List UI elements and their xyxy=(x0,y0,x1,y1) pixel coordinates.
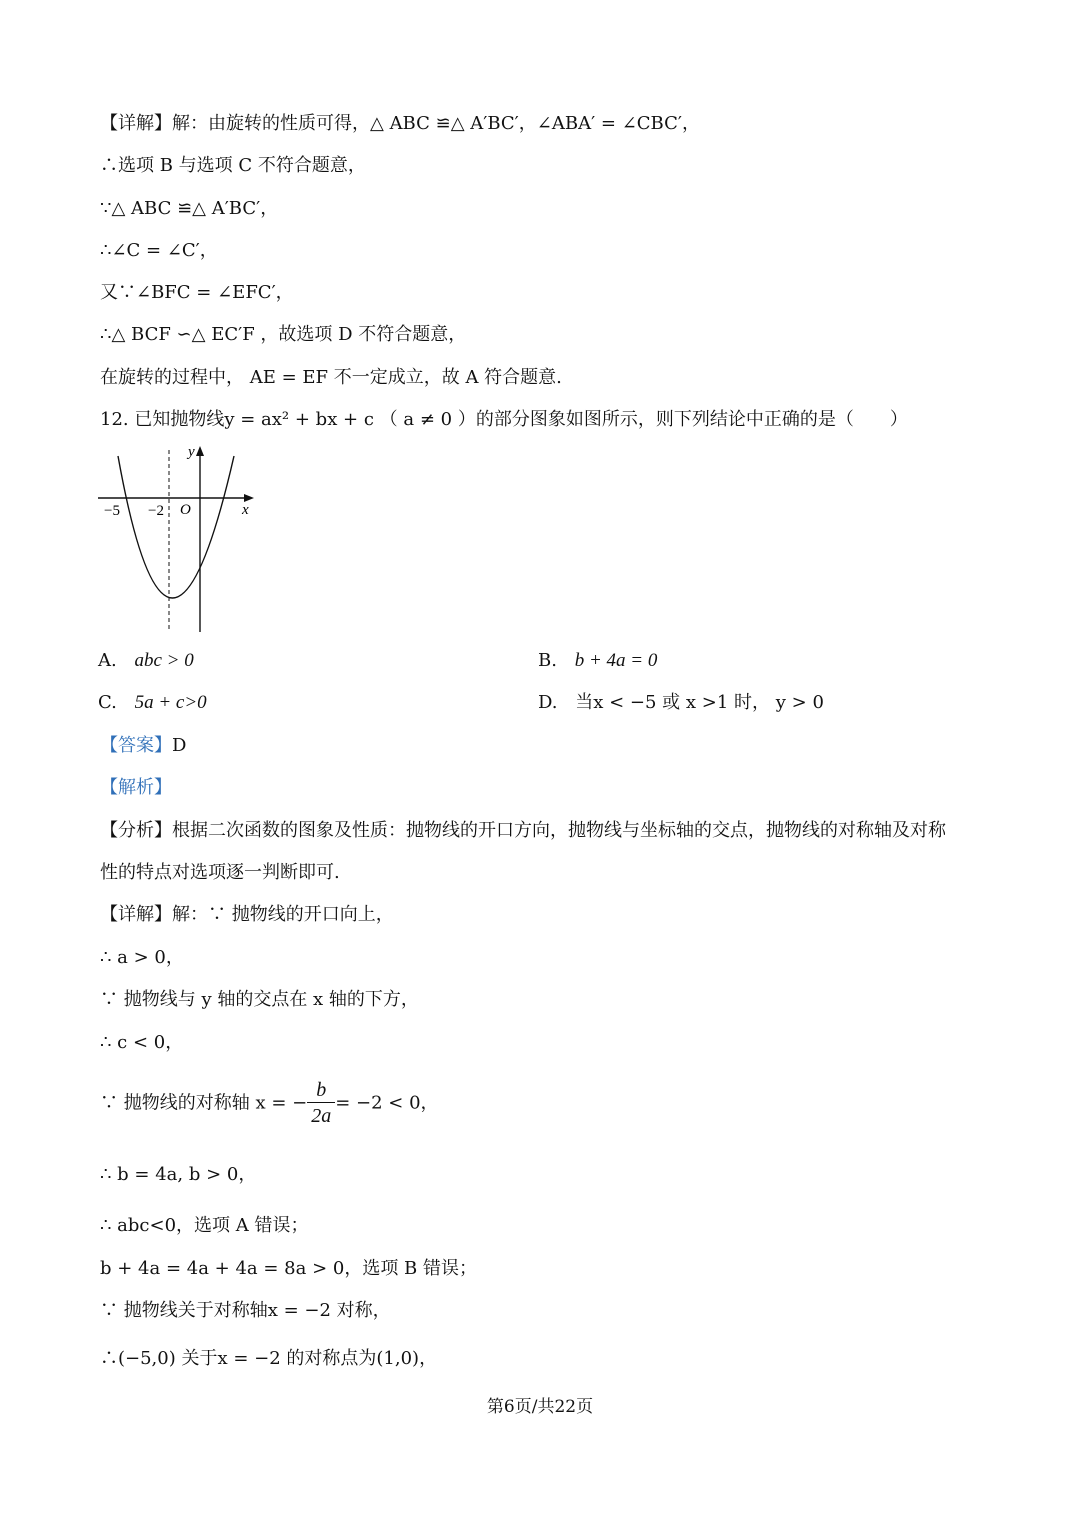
text-line: 又∵∠BFC = ∠EFC′， xyxy=(100,282,294,303)
fraction-denominator: 2a xyxy=(311,1105,332,1127)
option-d xyxy=(538,691,824,715)
solution-line: 【分析】根据二次函数的图象及性质：抛物线的开口方向，抛物线与坐标轴的交点，抛物线的对称轴及对称 xyxy=(100,820,946,841)
solution-line: ∴ a > 0， xyxy=(100,947,184,968)
y-axis-label: y xyxy=(188,444,195,460)
x-axis-label: x xyxy=(242,502,249,518)
solution-line: b + 4a = 4a + 4a = 8a > 0，选项 B 错误； xyxy=(100,1258,478,1279)
solution-line: ∴ b = 4a, b > 0， xyxy=(100,1164,257,1185)
option-a-text: abc > 0 xyxy=(134,650,194,671)
origin-label: O xyxy=(180,502,191,518)
text-line: 在旋转的过程中， AE = EF 不一定成立，故 A 符合题意. xyxy=(100,367,562,388)
parabola-curve xyxy=(118,456,234,598)
solution-line: 【详解】解：∵ 抛物线的开口向上， xyxy=(100,904,394,925)
solution-line: ∵ 抛物线关于对称轴x = −2 对称， xyxy=(100,1300,391,1321)
tick-label-neg5: −5 xyxy=(104,503,120,519)
answer-line xyxy=(100,734,186,758)
text-line: ∴△ BCF ∽△ EC′F ，故选项 D 不符合题意， xyxy=(100,324,467,345)
solution-line: ∴(−5,0) 关于x = −2 的对称点为(1,0)， xyxy=(100,1348,438,1369)
x-axis-arrow xyxy=(244,494,254,502)
option-a-label: A. xyxy=(98,650,117,671)
option-a xyxy=(98,649,194,673)
option-b-label: B. xyxy=(538,650,557,671)
text-line: ∵△ ABC ≌△ A′BC′， xyxy=(100,198,279,219)
text-line: ∴∠C = ∠C′， xyxy=(100,240,218,261)
page-footer: 第6页/共22页 xyxy=(486,1397,594,1417)
fraction-numerator: b xyxy=(307,1078,335,1103)
analysis-tag: 【解析】 xyxy=(100,777,172,798)
option-b xyxy=(538,649,657,673)
answer-tag: 【答案】 xyxy=(100,735,172,756)
text-line: ∴选项 B 与选项 C 不符合题意， xyxy=(100,155,366,176)
symmetry-formula-line xyxy=(100,1078,439,1129)
answer-value: D xyxy=(172,735,187,756)
fraction xyxy=(307,1078,335,1129)
question-12: 12. 已知抛物线y = ax² + bx + c （ a ≠ 0 ）的部分图象如图所示，则下列结论中正确的是（ ） xyxy=(100,409,908,430)
solution-line: 性的特点对选项逐一判断即可. xyxy=(100,862,340,883)
y-axis-arrow xyxy=(196,446,204,456)
option-d-label: D. xyxy=(538,692,558,713)
solution-line: ∵ 抛物线与 y 轴的交点在 x 轴的下方， xyxy=(100,989,419,1010)
solution-line: ∴ abc<0，选项 A 错误； xyxy=(100,1215,309,1236)
option-b-text: b + 4a = 0 xyxy=(574,650,658,671)
solution-line: ∴ c < 0， xyxy=(100,1032,184,1053)
formula-prefix: ∵ 抛物线的对称轴 x = − xyxy=(100,1092,308,1114)
text-line: 【详解】解：由旋转的性质可得，△ ABC ≌△ A′BC′，∠ABA′ = ∠CBC′， xyxy=(100,113,700,134)
option-c xyxy=(98,691,207,715)
tick-label-neg2: −2 xyxy=(148,503,164,519)
formula-suffix: = −2 < 0， xyxy=(335,1092,439,1114)
option-c-label: C. xyxy=(98,692,117,713)
option-c-text: 5a + c>0 xyxy=(134,692,207,713)
parabola-graph xyxy=(96,440,266,640)
option-d-text: 当x < −5 或 x >1 时， y > 0 xyxy=(575,692,824,713)
